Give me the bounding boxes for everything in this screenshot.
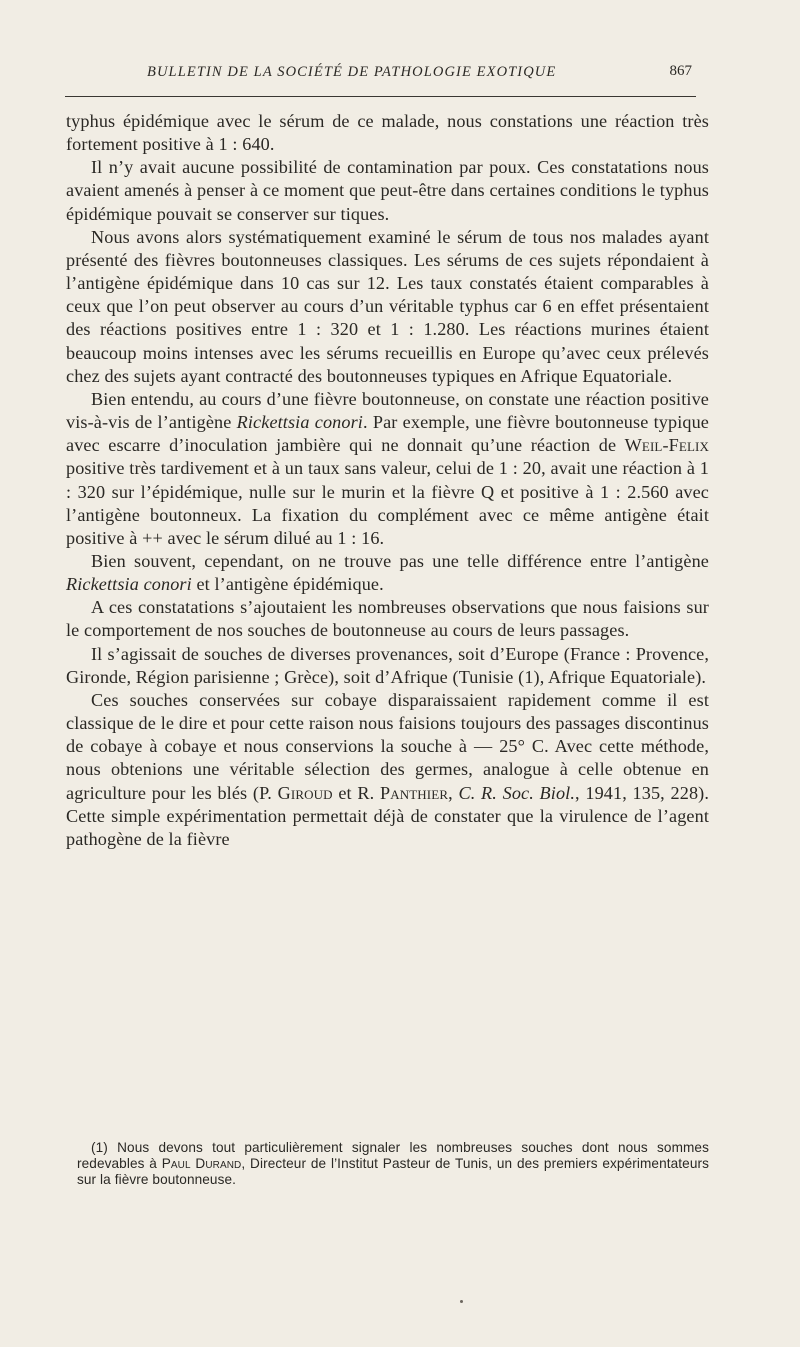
paragraph-8-text-g: , 1941, 135, 228). Cette simple expérimentation permettait déjà de constater que la virulence de l’agent pathogène de la fièvre bbox=[66, 782, 709, 849]
paragraph-8-text-c: et R. bbox=[332, 782, 380, 803]
paragraph-6: A ces constatations s’ajoutaient les nombreuses observations que nous faisions sur le comportement de nos souches de boutonneuse au cours de leurs passages. bbox=[66, 597, 709, 641]
paragraph-5-text-a: Bien souvent, cependant, on ne trouve pas une telle différence entre l’antigène bbox=[91, 550, 709, 571]
paragraph-8-text-a: Ces souches conservées sur cobaye disparaissaient rapidement comme il est classique de le dire et pour cette raison nous faisions toujours des passages discontinus de cobaye à cobaye et nous conservions la souche à — 25° C. Avec cette méthode, nous obtenions une véritable sélection des germes, analogue à celle obtenue en agriculture pour les blés (P. bbox=[66, 689, 709, 803]
species-name-2: Rickettsia conori bbox=[66, 574, 192, 595]
footnote-text bbox=[77, 1140, 709, 1188]
paragraph-4 bbox=[66, 388, 709, 550]
citation-journal: C. R. Soc. Biol. bbox=[458, 782, 576, 803]
author-giroud: Giroud bbox=[277, 782, 333, 803]
paragraph-4-text-e: positive très tardivement et à un taux sans valeur, celui de 1 : 20, avait une réaction à 1 : 320 sur l’épidémique, nulle sur le murin et la fièvre Q et positive à 1 : 2.560 avec l’antigène boutonneux. La fixation du complément avec ce même antigène était positive à ++ avec le sérum dilué au 1 : 16. bbox=[66, 458, 709, 548]
paragraph-4-text-a: Bien entendu, au cours d’une fièvre boutonneuse, on constate une réaction positive vis-à-vis de l’antigène bbox=[66, 388, 709, 433]
footnote-text-c: , Directeur de l’Institut Pasteur de Tunis, un des premiers expérimentateurs sur la fièvre boutonneuse. bbox=[77, 1156, 710, 1187]
paragraph-7: Il s’agissait de souches de diverses provenances, soit d’Europe (France : Provence, Gironde, Région parisienne ; Grèce), soit d’Afrique (Tunisie (1), Afrique Equatoriale). bbox=[66, 643, 709, 687]
paragraph-3: Nous avons alors systématiquement examiné le sérum de tous nos malades ayant présenté des fièvres boutonneuses classiques. Les sérums de ces sujets répondaient à l’antigène épidémique dans 10 cas sur 12. Les taux constatés étaient comparables à ceux que l’on peut observer au cours d’un véritable typhus car 6 en effet présentaient des réactions positives entre 1 : 320 et 1 : 1.280. Les réactions murines étaient beaucoup moins intenses avec les sérums recueillis en Europe qu’avec ceux prélevés chez des sujets ayant contracté des boutonneuses typiques en Afrique Equatoriale. bbox=[66, 226, 709, 386]
footnote-text-a: (1) Nous devons tout particulièrement signaler les nombreuses souches dont nous sommes redevables à bbox=[77, 1140, 709, 1171]
footnote-person: Paul Durand bbox=[161, 1156, 242, 1171]
paragraph-5-text-c: et l’antigène épidémique. bbox=[191, 574, 384, 595]
footnote bbox=[77, 1140, 709, 1188]
test-name: Weil-Felix bbox=[624, 435, 709, 456]
author-panthier: Panthier bbox=[379, 782, 449, 803]
paragraph-2: Il n’y avait aucune possibilité de contamination par poux. Ces constatations nous avaient amenés à penser à ce moment que peut-être dans certaines conditions le typhus épidémique pouvait se conserver sur tiques. bbox=[66, 157, 709, 224]
paragraph-8 bbox=[66, 689, 709, 851]
paragraph-8-text-e: , bbox=[448, 782, 459, 803]
paragraph-4-text-c: . Par exemple, une fièvre boutonneuse typique avec escarre d’inoculation jambière qui ne donnait qu’une réaction de bbox=[66, 412, 709, 456]
paragraph-5 bbox=[66, 550, 709, 596]
journal-title: BULLETIN DE LA SOCIÉTÉ DE PATHOLOGIE EXOTIQUE bbox=[147, 64, 557, 80]
running-header bbox=[65, 64, 700, 88]
page-number: 867 bbox=[669, 63, 692, 79]
article-body bbox=[66, 110, 709, 851]
paragraph-1: typhus épidémique avec le sérum de ce malade, nous constations une réaction très fortement positive à 1 : 640. bbox=[66, 111, 709, 155]
header-rule bbox=[65, 96, 696, 97]
species-name: Rickettsia conori bbox=[236, 412, 363, 433]
page-mark bbox=[460, 1300, 463, 1303]
